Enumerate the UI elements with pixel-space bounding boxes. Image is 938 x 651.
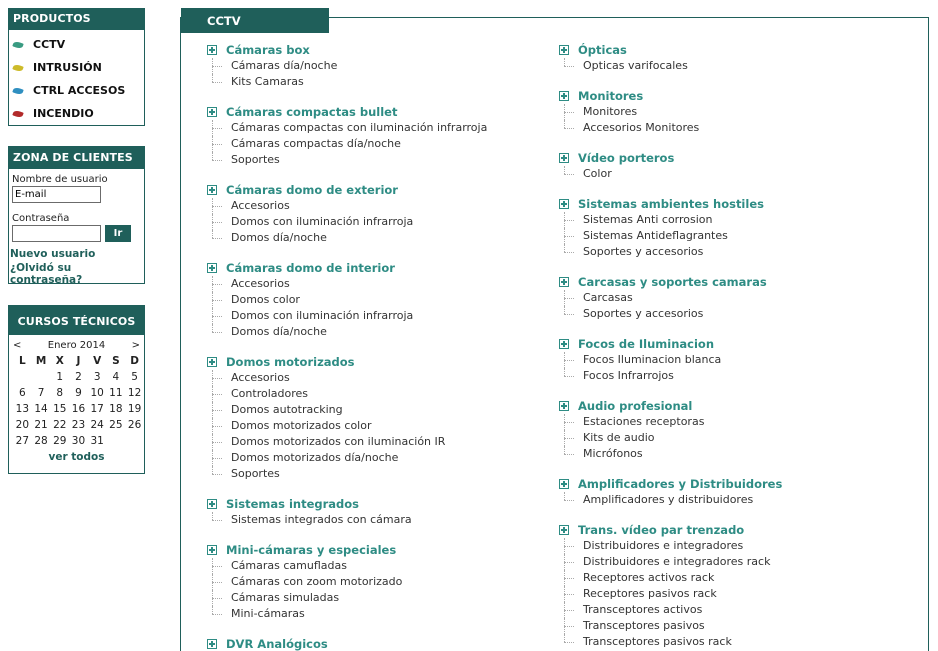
category-title[interactable]: Domos motorizados bbox=[226, 355, 355, 369]
subcategory-link[interactable]: Cámaras compactas día/noche bbox=[212, 136, 547, 152]
expand-plus-icon[interactable] bbox=[559, 199, 569, 209]
category-title[interactable]: Cámaras domo de interior bbox=[226, 261, 395, 275]
subcategory-link[interactable]: Domos motorizados color bbox=[212, 418, 547, 434]
expand-plus-icon[interactable] bbox=[207, 263, 217, 273]
expand-plus-icon[interactable] bbox=[559, 339, 569, 349]
subcategory-link[interactable]: Opticas varifocales bbox=[564, 58, 919, 74]
zona-clientes-title: ZONA DE CLIENTES bbox=[9, 147, 144, 169]
subcategory-list bbox=[212, 370, 547, 482]
calendar-day[interactable]: 13 bbox=[15, 403, 30, 415]
subcategory-link[interactable]: Soportes y accesorios bbox=[564, 306, 919, 322]
calendar-day[interactable]: 19 bbox=[127, 403, 142, 415]
subcategory-link[interactable]: Sistemas integrados con cámara bbox=[212, 512, 547, 528]
weekday-label: X bbox=[55, 355, 64, 367]
subcategory-list bbox=[564, 290, 919, 322]
expand-plus-icon[interactable] bbox=[207, 185, 217, 195]
subcategory-list bbox=[564, 166, 919, 182]
category-camaras-box bbox=[207, 42, 547, 90]
category-mini-camaras-y-especiales bbox=[207, 542, 547, 622]
subcategory-list bbox=[564, 492, 919, 508]
calendar-day[interactable]: 10 bbox=[90, 387, 104, 399]
category-title[interactable]: Vídeo porteros bbox=[578, 151, 675, 165]
expand-plus-icon[interactable] bbox=[559, 45, 569, 55]
product-item-cctv[interactable] bbox=[9, 33, 144, 56]
calendar-day[interactable]: 16 bbox=[71, 403, 86, 415]
subcategory-link[interactable]: Sistemas Antideflagrantes bbox=[564, 228, 919, 244]
calendar-day[interactable]: 2 bbox=[75, 371, 82, 383]
weekday-label: D bbox=[130, 355, 139, 367]
expand-plus-icon[interactable] bbox=[207, 107, 217, 117]
category-trans-video-par-trenzado bbox=[559, 522, 919, 650]
category-video-porteros bbox=[559, 150, 919, 182]
subcategory-list bbox=[212, 120, 547, 168]
category-title[interactable]: Trans. vídeo par trenzado bbox=[578, 523, 745, 537]
category-dvr-analogicos bbox=[207, 636, 547, 651]
product-item-intrusion[interactable] bbox=[9, 56, 144, 79]
category-camaras-domo-de-interior bbox=[207, 260, 547, 340]
weekday-label: V bbox=[93, 355, 102, 367]
category-header[interactable] bbox=[207, 182, 547, 198]
subcategory-link[interactable]: Domos autotracking bbox=[212, 402, 547, 418]
subcategory-list bbox=[564, 212, 919, 260]
calendar-day[interactable]: 21 bbox=[34, 419, 48, 431]
password-input[interactable] bbox=[12, 225, 101, 242]
leaf-icon bbox=[12, 109, 23, 118]
weekday-label: S bbox=[112, 355, 120, 367]
subcategory-link[interactable]: Kits de audio bbox=[564, 430, 919, 446]
subcategory-list bbox=[564, 414, 919, 462]
category-title[interactable]: Amplificadores y Distribuidores bbox=[578, 477, 783, 491]
subcategory-link[interactable]: Focos Infrarrojos bbox=[564, 368, 919, 384]
product-item-ctrl-accesos[interactable] bbox=[9, 79, 144, 102]
calendar-day[interactable]: 20 bbox=[15, 419, 30, 431]
subcategory-link[interactable]: Amplificadores y distribuidores bbox=[564, 492, 919, 508]
calendar-day[interactable]: 26 bbox=[127, 419, 142, 431]
category-title[interactable]: Carcasas y soportes camaras bbox=[578, 275, 767, 289]
category-header[interactable] bbox=[559, 88, 919, 104]
expand-plus-icon[interactable] bbox=[207, 545, 217, 555]
subcategory-list bbox=[564, 104, 919, 136]
category-title[interactable]: Cámaras box bbox=[226, 43, 310, 57]
calendar-day[interactable]: 25 bbox=[109, 419, 123, 431]
subcategory-link[interactable]: Focos Iluminacion blanca bbox=[564, 352, 919, 368]
calendar-week bbox=[13, 369, 144, 385]
category-title[interactable]: Audio profesional bbox=[578, 399, 693, 413]
category-sistemas-ambientes-hostiles bbox=[559, 196, 919, 260]
weekday-label: L bbox=[19, 355, 26, 367]
category-header[interactable] bbox=[559, 522, 919, 538]
calendar-day[interactable]: 29 bbox=[53, 435, 67, 447]
subcategory-link[interactable]: Micrófonos bbox=[564, 446, 919, 462]
expand-plus-icon[interactable] bbox=[559, 153, 569, 163]
calendar-day[interactable]: 27 bbox=[15, 435, 30, 447]
subcategory-link[interactable]: Soportes y accesorios bbox=[564, 244, 919, 260]
category-header[interactable] bbox=[559, 476, 919, 492]
expand-plus-icon[interactable] bbox=[559, 401, 569, 411]
category-header[interactable] bbox=[207, 542, 547, 558]
subcategory-list bbox=[212, 558, 547, 622]
tab-cctv[interactable]: CCTV bbox=[181, 8, 329, 33]
zona-clientes-box bbox=[8, 146, 145, 284]
calendar-day[interactable]: 18 bbox=[109, 403, 123, 415]
category-title[interactable]: Focos de Iluminacion bbox=[578, 337, 715, 351]
subcategory-link[interactable]: Domos con iluminación infrarroja bbox=[212, 214, 547, 230]
calendar-day[interactable]: 24 bbox=[90, 419, 104, 431]
calendar-day[interactable]: 4 bbox=[112, 371, 120, 383]
calendar-day bbox=[32, 369, 51, 385]
subcategory-list bbox=[564, 538, 919, 650]
category-header[interactable] bbox=[207, 354, 547, 370]
subcategory-link[interactable]: Transceptores pasivos bbox=[564, 618, 919, 634]
category-title[interactable]: Cámaras domo de exterior bbox=[226, 183, 398, 197]
calendar bbox=[13, 353, 144, 449]
subcategory-link[interactable]: Accesorios Monitores bbox=[564, 120, 919, 136]
calendar-day[interactable]: 3 bbox=[93, 371, 101, 383]
category-carcasas-y-soportes-camaras bbox=[559, 274, 919, 322]
category-header[interactable] bbox=[207, 260, 547, 276]
category-title[interactable]: Sistemas integrados bbox=[226, 497, 360, 511]
calendar-day[interactable]: 31 bbox=[90, 435, 104, 447]
subcategory-link[interactable]: Carcasas bbox=[564, 290, 919, 306]
subcategory-link[interactable]: Accesorios bbox=[212, 370, 547, 386]
category-header[interactable] bbox=[559, 336, 919, 352]
category-header[interactable] bbox=[559, 398, 919, 414]
subcategory-link[interactable]: Cámaras con zoom motorizado bbox=[212, 574, 547, 590]
category-header[interactable] bbox=[559, 274, 919, 290]
subcategory-link[interactable]: Domos con iluminación infrarroja bbox=[212, 308, 547, 324]
category-title[interactable]: Ópticas bbox=[578, 43, 627, 57]
subcategory-link[interactable]: Mini-cámaras bbox=[212, 606, 547, 622]
subcategory-link[interactable]: Distribuidores e integradores bbox=[564, 538, 919, 554]
subcategory-link[interactable]: Domos día/noche bbox=[212, 230, 547, 246]
category-header[interactable] bbox=[559, 150, 919, 166]
calendar-day bbox=[107, 433, 126, 449]
subcategory-list bbox=[212, 58, 547, 90]
productos-box bbox=[8, 8, 145, 126]
expand-plus-icon[interactable] bbox=[207, 639, 217, 649]
productos-title: PRODUCTOS bbox=[9, 9, 144, 30]
subcategory-link[interactable]: Soportes bbox=[212, 152, 547, 168]
expand-plus-icon[interactable] bbox=[207, 499, 217, 509]
category-camaras-domo-de-exterior bbox=[207, 182, 547, 246]
weekday-label: J bbox=[76, 355, 81, 367]
subcategory-link[interactable]: Controladores bbox=[212, 386, 547, 402]
subcategory-link[interactable]: Soportes bbox=[212, 466, 547, 482]
category-title[interactable]: Mini-cámaras y especiales bbox=[226, 543, 397, 557]
calendar-day bbox=[13, 369, 32, 385]
next-month-button[interactable]: > bbox=[131, 340, 140, 351]
subcategory-list bbox=[212, 276, 547, 340]
subcategory-link[interactable]: Monitores bbox=[564, 104, 919, 120]
calendar-day[interactable]: 22 bbox=[53, 419, 67, 431]
calendar-day[interactable]: 5 bbox=[131, 371, 138, 383]
category-header[interactable] bbox=[207, 104, 547, 120]
subcategory-list bbox=[212, 198, 547, 246]
category-column-left bbox=[207, 42, 547, 651]
product-label: INTRUSIÓN bbox=[33, 61, 102, 74]
product-item-incendio[interactable] bbox=[9, 102, 144, 125]
calendar-day[interactable]: 30 bbox=[71, 435, 86, 447]
calendar-header bbox=[13, 353, 144, 369]
expand-plus-icon[interactable] bbox=[559, 91, 569, 101]
new-user-link[interactable]: Nuevo usuario bbox=[10, 248, 96, 260]
calendar-day[interactable]: 7 bbox=[37, 387, 45, 399]
category-domos-motorizados bbox=[207, 354, 547, 482]
calendar-day[interactable]: 12 bbox=[127, 387, 142, 399]
subcategory-list bbox=[564, 58, 919, 74]
calendar-month: Enero 2014 bbox=[47, 340, 106, 351]
subcategory-link[interactable]: Receptores activos rack bbox=[564, 570, 919, 586]
category-column-right bbox=[559, 42, 919, 651]
subcategory-list bbox=[212, 512, 547, 528]
expand-plus-icon[interactable] bbox=[559, 525, 569, 535]
calendar-day[interactable]: 9 bbox=[75, 387, 82, 399]
category-monitores bbox=[559, 88, 919, 136]
expand-plus-icon[interactable] bbox=[559, 479, 569, 489]
subcategory-link[interactable]: Accesorios bbox=[212, 198, 547, 214]
category-header[interactable] bbox=[207, 636, 547, 651]
cursos-title: CURSOS TÉCNICOS bbox=[9, 306, 144, 335]
category-sistemas-integrados bbox=[207, 496, 547, 528]
subcategory-link[interactable]: Cámaras camufladas bbox=[212, 558, 547, 574]
subcategory-list bbox=[564, 352, 919, 384]
calendar-week bbox=[13, 417, 144, 433]
subcategory-link[interactable]: Domos motorizados con iluminación IR bbox=[212, 434, 547, 450]
category-title[interactable]: Sistemas ambientes hostiles bbox=[578, 197, 764, 211]
category-header[interactable] bbox=[207, 42, 547, 58]
product-label: INCENDIO bbox=[33, 107, 94, 120]
category-camaras-compactas-bullet bbox=[207, 104, 547, 168]
username-label: Nombre de usuario bbox=[12, 174, 108, 185]
subcategory-link[interactable]: Domos color bbox=[212, 292, 547, 308]
calendar-day[interactable]: 15 bbox=[53, 403, 67, 415]
subcategory-link[interactable]: Distribuidores e integradores rack bbox=[564, 554, 919, 570]
subcategory-link[interactable]: Transceptores activos bbox=[564, 602, 919, 618]
category-amplificadores-y-distribuidores bbox=[559, 476, 919, 508]
subcategory-link[interactable]: Accesorios bbox=[212, 276, 547, 292]
calendar-week bbox=[13, 433, 144, 449]
calendar-nav bbox=[9, 335, 144, 351]
leaf-icon bbox=[12, 86, 23, 95]
category-title[interactable]: Monitores bbox=[578, 89, 644, 103]
leaf-icon bbox=[12, 40, 23, 49]
subcategory-link[interactable]: Cámaras simuladas bbox=[212, 590, 547, 606]
calendar-week bbox=[13, 385, 144, 401]
subcategory-link[interactable]: Cámaras día/noche bbox=[212, 58, 547, 74]
calendar-day[interactable]: 1 bbox=[56, 371, 64, 383]
calendar-day[interactable]: 28 bbox=[34, 435, 48, 447]
category-header[interactable] bbox=[559, 196, 919, 212]
subcategory-link[interactable]: Color bbox=[564, 166, 919, 182]
subcategory-link[interactable]: Domos motorizados día/noche bbox=[212, 450, 547, 466]
category-title[interactable]: Cámaras compactas bullet bbox=[226, 105, 398, 119]
product-label: CTRL ACCESOS bbox=[33, 84, 126, 97]
expand-plus-icon[interactable] bbox=[559, 277, 569, 287]
calendar-day[interactable]: 8 bbox=[56, 387, 64, 399]
forgot-password-link[interactable]: ¿Olvidó su contraseña? bbox=[10, 262, 83, 286]
subcategory-link[interactable]: Kits Camaras bbox=[212, 74, 547, 90]
weekday-label: M bbox=[35, 355, 47, 367]
calendar-week bbox=[13, 401, 144, 417]
product-label: CCTV bbox=[33, 38, 66, 51]
password-label: Contraseña bbox=[12, 213, 70, 224]
category-title[interactable]: DVR Analógicos bbox=[226, 637, 328, 651]
calendar-day[interactable]: 11 bbox=[109, 387, 123, 399]
subcategory-link[interactable]: Sistemas Anti corrosion bbox=[564, 212, 919, 228]
expand-plus-icon[interactable] bbox=[207, 357, 217, 367]
category-header[interactable] bbox=[207, 496, 547, 512]
leaf-icon bbox=[12, 63, 23, 72]
calendar-day[interactable]: 14 bbox=[34, 403, 48, 415]
username-input[interactable] bbox=[12, 186, 101, 203]
calendar-day bbox=[125, 433, 144, 449]
subcategory-link[interactable]: Estaciones receptoras bbox=[564, 414, 919, 430]
login-button[interactable]: Ir bbox=[105, 225, 131, 242]
category-audio-profesional bbox=[559, 398, 919, 462]
category-header[interactable] bbox=[559, 42, 919, 58]
subcategory-link[interactable]: Cámaras compactas con iluminación infrarroja bbox=[212, 120, 547, 136]
category-opticas bbox=[559, 42, 919, 74]
subcategory-link[interactable]: Receptores pasivos rack bbox=[564, 586, 919, 602]
subcategory-link[interactable]: Transceptores pasivos rack bbox=[564, 634, 919, 650]
category-focos-de-iluminacion bbox=[559, 336, 919, 384]
expand-plus-icon[interactable] bbox=[207, 45, 217, 55]
calendar-day[interactable]: 17 bbox=[90, 403, 104, 415]
see-all-link[interactable]: ver todos bbox=[48, 451, 105, 463]
calendar-day[interactable]: 23 bbox=[71, 419, 86, 431]
subcategory-link[interactable]: Domos día/noche bbox=[212, 324, 547, 340]
prev-month-button[interactable]: < bbox=[13, 340, 22, 351]
calendar-day[interactable]: 6 bbox=[19, 387, 26, 399]
cursos-tecnicos-box bbox=[8, 305, 145, 474]
